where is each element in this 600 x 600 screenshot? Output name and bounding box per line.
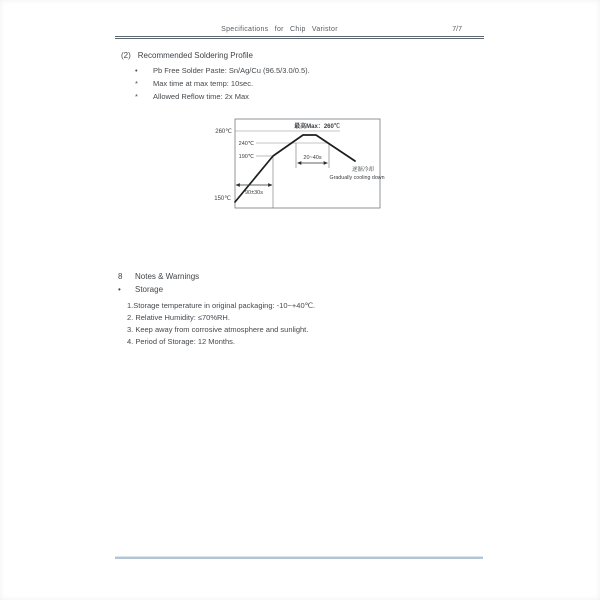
bullet-text: Pb Free Solder Paste: Sn/Ag/Cu (96.5/3.0/0.5).	[153, 66, 310, 75]
subheading-text: Storage	[135, 285, 164, 294]
bullet-marker: *	[135, 92, 138, 101]
bullet-marker: •	[135, 66, 138, 75]
tick-label-260: 260℃	[215, 129, 232, 135]
cooling-label-cn: 逐渐冷却	[351, 167, 375, 173]
soldering-section-heading	[121, 51, 253, 60]
bullet-max-time	[135, 79, 253, 88]
page-header	[115, 25, 484, 39]
tick-label-150: 150℃	[214, 196, 231, 202]
storage-note-atmosphere: 3. Keep away from corrosive atmosphere and sunlight.	[127, 325, 309, 334]
section-title: Notes & Warnings	[135, 272, 200, 281]
bullet-marker: •	[118, 285, 121, 294]
peak-max-label: 最高Max：260℃	[294, 124, 340, 130]
footer-divider	[115, 556, 483, 559]
tick-label-240: 240℃	[238, 141, 254, 147]
heading-marker: (2)	[121, 51, 131, 60]
storage-note-humidity: 2. Relative Humidity: ≤70%RH.	[127, 313, 230, 322]
section-number: 8	[118, 272, 123, 281]
bullet-text: Allowed Reflow time: 2x Max	[153, 92, 249, 101]
peak-window-label: 20~40s	[303, 155, 322, 161]
bullet-marker: *	[135, 79, 138, 88]
profile-chart-svg	[205, 115, 390, 215]
soldering-profile-chart	[205, 115, 390, 215]
storage-note-period: 4. Period of Storage: 12 Months.	[127, 337, 235, 346]
bullet-pb-free-paste	[135, 66, 310, 75]
storage-subheading	[118, 285, 163, 294]
header-title: Specifications for Chip Varistor	[221, 26, 338, 33]
bullet-text: Max time at max temp: 10sec.	[153, 79, 254, 88]
bullet-reflow-time	[135, 92, 249, 101]
storage-note-temperature: 1.Storage temperature in original packaging: -10~+40℃.	[127, 301, 316, 310]
ramp-time-label: 90±30s	[244, 190, 264, 196]
cooling-label-en: Gradually cooling down	[329, 175, 385, 181]
notes-section-heading	[118, 272, 199, 281]
heading-text: Recommended Soldering Profile	[137, 51, 253, 60]
tick-label-190: 190℃	[238, 154, 254, 160]
page-number: 7/7	[452, 26, 462, 33]
